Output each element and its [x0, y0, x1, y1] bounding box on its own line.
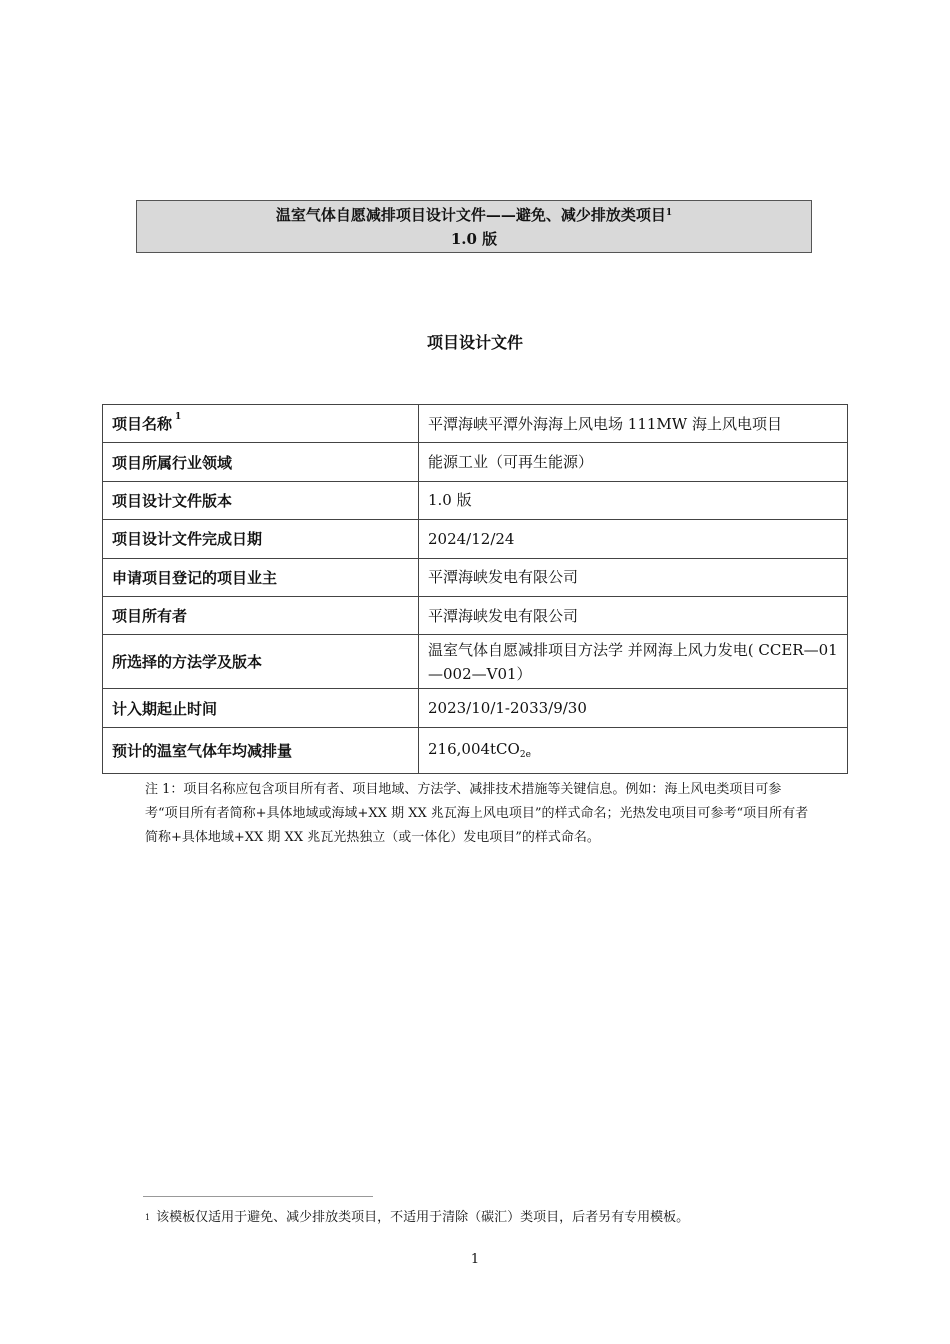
row-label: 计入期起止时间 [103, 689, 419, 727]
table-row [103, 558, 848, 596]
table-row [103, 443, 848, 481]
footnote-marker: 1 [145, 1213, 151, 1222]
row-label: 项目所属行业领域 [103, 443, 419, 481]
table-row [103, 481, 848, 519]
table-row [103, 689, 848, 727]
template-title: 温室气体自愿减排项目设计文件——避免、减少排放类项目$^1$ [275, 206, 673, 224]
row-value: 平潭海峡平潭外海海上风电场 111MW 海上风电项目 [419, 405, 848, 443]
table-row [103, 727, 848, 773]
row-label: 项目设计文件版本 [103, 481, 419, 519]
template-version: 1.0 版 [450, 230, 498, 248]
table-row [103, 405, 848, 443]
table-note: 注 1：项目名称应包含项目所有者、项目地域、方法学、减排技术措施等关键信息。例如：海上风电类项目可参考“项目所有者简称+具体地域或海域+XX 期 XX 兆瓦海上风电项目”的样式命名；光热发电项目可参考“项目所有者简称+具体地域+XX 期 XX 兆瓦光热独立（或一体化）发电项目”的样式命名。 [145, 782, 809, 845]
page-number: 1 [470, 1252, 480, 1267]
table-row [103, 596, 848, 634]
row-value: 2024/12/24 [419, 520, 848, 558]
project-info-table [102, 404, 848, 774]
footnote: $^1$ 该模板仅适用于避免、减少排放类项目，不适用于清除（碳汇）类项目，后者另有专用模板。 [145, 1210, 690, 1225]
row-label: 所选择的方法学及版本 [103, 635, 419, 689]
row-value: 216,004tCO$_{2e}$ [419, 727, 848, 773]
row-label: 预计的温室气体年均减排量 [103, 727, 419, 773]
row-value: 1.0 版 [419, 481, 848, 519]
table-row [103, 520, 848, 558]
doc-title: 项目设计文件 [426, 333, 523, 352]
footnote-ref: 1 [665, 208, 673, 218]
row-value: 能源工业（可再生能源） [419, 443, 848, 481]
row-label: 项目名称 $^1$ [103, 405, 419, 443]
row-label: 项目设计文件完成日期 [103, 520, 419, 558]
row-label: 申请项目登记的项目业主 [103, 558, 419, 596]
footnote-divider [143, 1196, 373, 1197]
row-value: 2023/10/1-2033/9/30 [419, 689, 848, 727]
row-value: 温室气体自愿减排项目方法学 并网海上风力发电( CCER—01—002—V01） [419, 635, 848, 689]
row-value: 平潭海峡发电有限公司 [419, 596, 848, 634]
template-header-box [136, 200, 812, 253]
row-value: 平潭海峡发电有限公司 [419, 558, 848, 596]
row-label: 项目所有者 [103, 596, 419, 634]
table-row [103, 635, 848, 689]
